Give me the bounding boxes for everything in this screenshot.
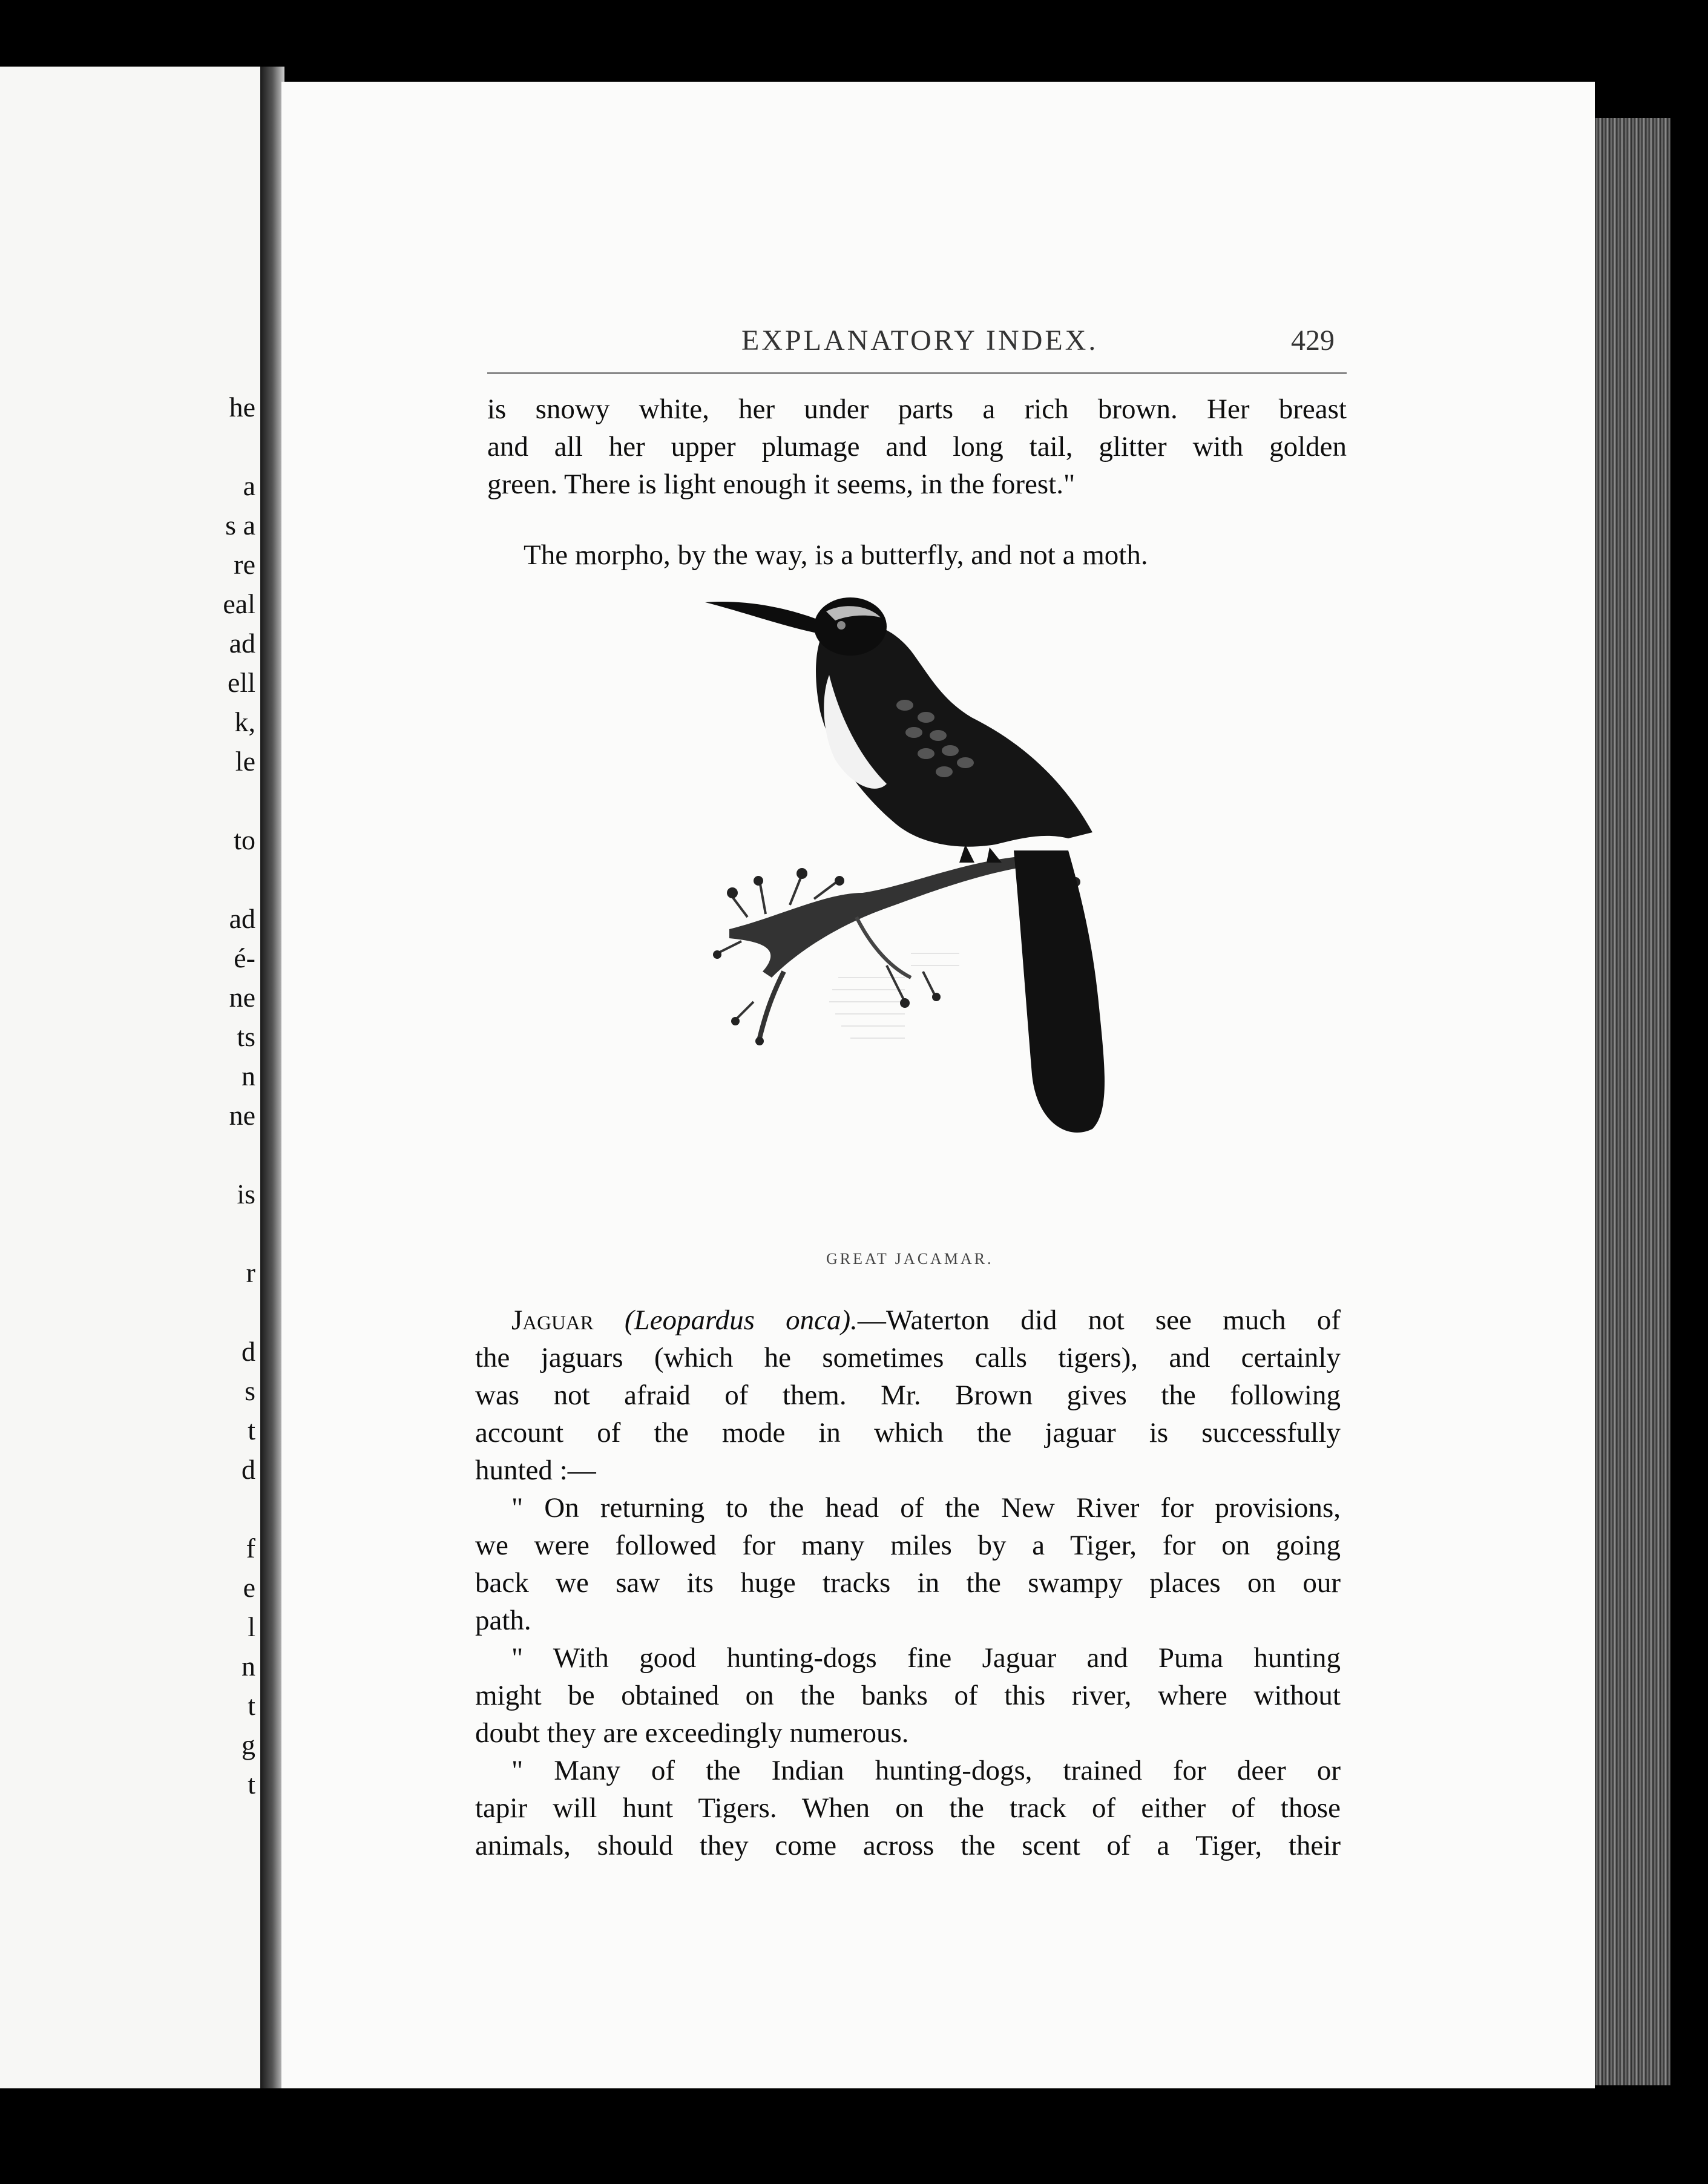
latin-name: (Leopardus onca). [624, 1304, 858, 1336]
left-page-fragment: ell [228, 667, 255, 698]
text-line: was not afraid of them. Mr. Brown gives the following [475, 1380, 1341, 1411]
left-page-fragment: é- [234, 942, 255, 973]
left-page-fragment: k, [234, 706, 255, 737]
text-line: is snowy white, her under parts a rich brown. Her breast [487, 393, 1347, 425]
left-page-fragment: n [241, 1061, 255, 1091]
left-page-fragment: l [248, 1611, 255, 1642]
top-paragraph [487, 390, 1347, 503]
text-line: path. [475, 1605, 531, 1636]
text-line: doubt they are exceedingly numerous. [475, 1717, 909, 1749]
jacamar-engraving [705, 578, 1129, 1256]
text-line: and all her upper plumage and long tail, glitter with golden [487, 431, 1347, 462]
book-gutter [260, 67, 284, 2088]
text-line: tapir will hunt Tigers. When on the track of either of those [475, 1792, 1341, 1824]
main-page [281, 82, 1595, 2088]
left-page-fragment: a [243, 470, 255, 501]
running-header: EXPLANATORY INDEX. [741, 324, 1099, 357]
left-page-fragment: d [241, 1336, 255, 1367]
left-page-fragment: ne [229, 982, 255, 1013]
text-line: green. There is light enough it seems, in the forest." [487, 469, 1076, 500]
text-fragment: —Waterton did not see much of [857, 1304, 1341, 1336]
morpho-sentence: The morpho, by the way, is a butterfly, and not a moth. [524, 539, 1148, 571]
text-line: back we saw its huge tracks in the swampy places on our [475, 1567, 1341, 1599]
left-page-fragment: t [248, 1690, 255, 1721]
jaguar-entry [475, 1301, 1341, 1864]
left-page-fragment: ad [229, 628, 255, 659]
left-page-fragment: eal [223, 588, 255, 619]
left-page-fragment: s a [225, 510, 255, 541]
text-line: " On returning to the head of the New River for provisions, [511, 1492, 1341, 1524]
left-page-fragment: to [234, 824, 255, 855]
header-rule [487, 372, 1347, 374]
left-page-fragment: t [248, 1769, 255, 1800]
left-page-fragment: e [243, 1572, 255, 1603]
left-page-fragment: g [241, 1729, 255, 1760]
text-line: " With good hunting-dogs fine Jaguar and Puma hunting [511, 1642, 1341, 1674]
left-page-fragment: f [246, 1533, 255, 1564]
left-page-fragment: d [241, 1454, 255, 1485]
text-line: the jaguars (which he sometimes calls tigers), and certainly [475, 1342, 1341, 1373]
left-page-fragment: re [234, 549, 255, 580]
left-page-fragment: r [246, 1257, 255, 1288]
entry-heading: Jaguar [511, 1304, 594, 1336]
left-page-fragment: ne [229, 1100, 255, 1131]
left-page-fragment: le [235, 746, 255, 777]
jacamar-illustration [705, 578, 1129, 1256]
page-number: 429 [1291, 324, 1335, 357]
left-facing-page [0, 67, 265, 2088]
left-page-fragment: ad [229, 903, 255, 934]
text-line: " Many of the Indian hunting-dogs, trained for deer or [511, 1755, 1341, 1786]
text-line: account of the mode in which the jaguar is successfully [475, 1417, 1341, 1449]
text-line: animals, should they come across the scent of a Tiger, their [475, 1830, 1341, 1861]
text-line [475, 1301, 1341, 1339]
left-page-fragment: ts [237, 1021, 255, 1052]
figure-caption: GREAT JACAMAR. [826, 1250, 994, 1268]
left-page-fragment: t [248, 1415, 255, 1446]
page-edges [1595, 118, 1670, 2085]
left-page-fragment: he [229, 392, 255, 423]
text-line: might be obtained on the banks of this river, where without [475, 1680, 1341, 1711]
text-line: we were followed for many miles by a Tiger, for on going [475, 1530, 1341, 1561]
left-page-fragment: is [237, 1179, 255, 1209]
left-page-fragment: n [241, 1651, 255, 1682]
left-page-fragment: s [245, 1375, 255, 1406]
text-line: hunted :— [475, 1455, 596, 1486]
